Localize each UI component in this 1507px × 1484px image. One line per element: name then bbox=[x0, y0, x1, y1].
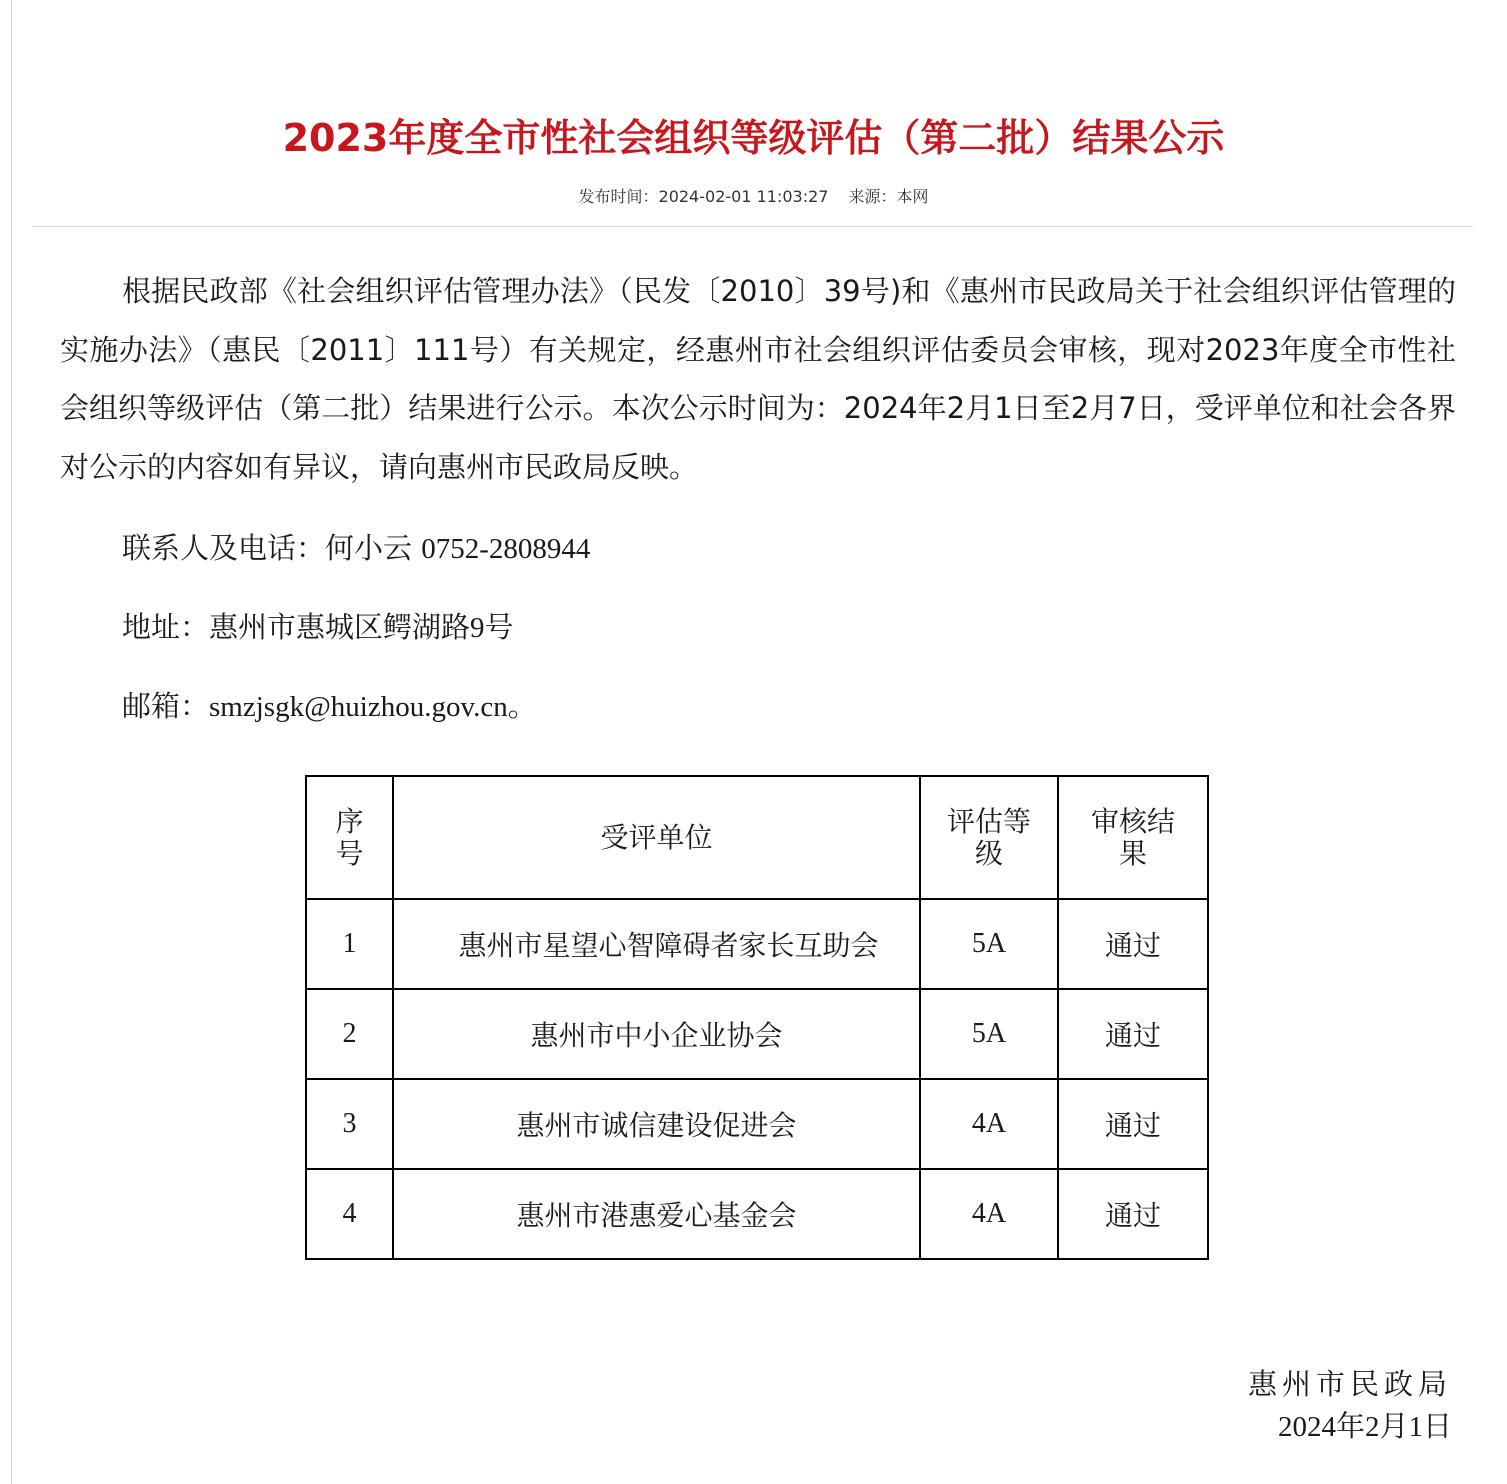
email-line bbox=[122, 684, 537, 725]
row-unit: 惠州市星望心智障碍者家长互助会 bbox=[393, 899, 920, 989]
address-line bbox=[122, 605, 514, 646]
row-no: 4 bbox=[306, 1169, 393, 1259]
table-row bbox=[306, 1169, 1208, 1259]
row-result: 通过 bbox=[1058, 1169, 1208, 1259]
header-result: 审核结果 bbox=[1058, 776, 1208, 899]
table-row bbox=[306, 899, 1208, 989]
header-grade: 评估等级 bbox=[920, 776, 1058, 899]
publish-label: 发布时间： bbox=[578, 187, 659, 206]
signature-date: 2024年2月1日 bbox=[1277, 1411, 1452, 1443]
row-grade: 5A bbox=[920, 989, 1058, 1079]
signature-org: 惠州市民政局 bbox=[1247, 1367, 1452, 1401]
row-grade: 4A bbox=[920, 1169, 1058, 1259]
row-no: 2 bbox=[306, 989, 393, 1079]
row-no: 3 bbox=[306, 1079, 393, 1169]
address-suffix: 号 bbox=[484, 610, 514, 644]
row-result: 通过 bbox=[1058, 899, 1208, 989]
page-title: 2023年度全市性社会组织等级评估（第二批）结果公示 bbox=[282, 116, 1225, 160]
table-header-row bbox=[306, 776, 1208, 899]
row-result: 通过 bbox=[1058, 1079, 1208, 1169]
results-table bbox=[305, 775, 1209, 1260]
table-row bbox=[306, 989, 1208, 1079]
row-no: 1 bbox=[306, 899, 393, 989]
source-value: 本网 bbox=[896, 187, 929, 206]
row-result: 通过 bbox=[1058, 989, 1208, 1079]
page-border bbox=[11, 0, 12, 1484]
row-unit: 惠州市中小企业协会 bbox=[393, 989, 920, 1079]
row-grade: 5A bbox=[920, 899, 1058, 989]
article-meta bbox=[0, 184, 1507, 207]
row-unit: 惠州市港惠爱心基金会 bbox=[393, 1169, 920, 1259]
contact-phone: 0752-2808944 bbox=[421, 533, 591, 565]
header-unit: 受评单位 bbox=[393, 776, 920, 899]
address-number: 9 bbox=[470, 612, 485, 644]
source-label: 来源： bbox=[848, 187, 897, 206]
email-suffix: 。 bbox=[507, 689, 537, 723]
contact-line bbox=[122, 526, 590, 567]
article-body: 根据民政部《社会组织评估管理办法》（民发〔2010〕39号)和《惠州市民政局关于社会组织评估管理的实施办法》（惠民〔2011〕111号）有关规定，经惠州市社会组织评估委员会审核，现对2023年度全市性社会组织等级评估（第二批）结果进行公示。本次公示时间为：2024年2月1日至2月7日，受评单位和社会各界对公示的内容如有异议，请向惠州市民政局反映。 bbox=[60, 274, 1456, 484]
row-unit: 惠州市诚信建设促进会 bbox=[393, 1079, 920, 1169]
email-label: 邮箱： bbox=[122, 689, 210, 723]
email-link[interactable]: smzjsgk@huizhou.gov.cn bbox=[209, 691, 508, 723]
publish-time: 2024-02-01 11:03:27 bbox=[658, 187, 829, 206]
contact-label: 联系人及电话：何小云 bbox=[122, 531, 422, 565]
table-row bbox=[306, 1079, 1208, 1169]
address-label: 地址：惠州市惠城区鳄湖路 bbox=[122, 610, 471, 644]
divider bbox=[33, 226, 1473, 227]
header-no: 序号 bbox=[306, 776, 393, 899]
row-grade: 4A bbox=[920, 1079, 1058, 1169]
